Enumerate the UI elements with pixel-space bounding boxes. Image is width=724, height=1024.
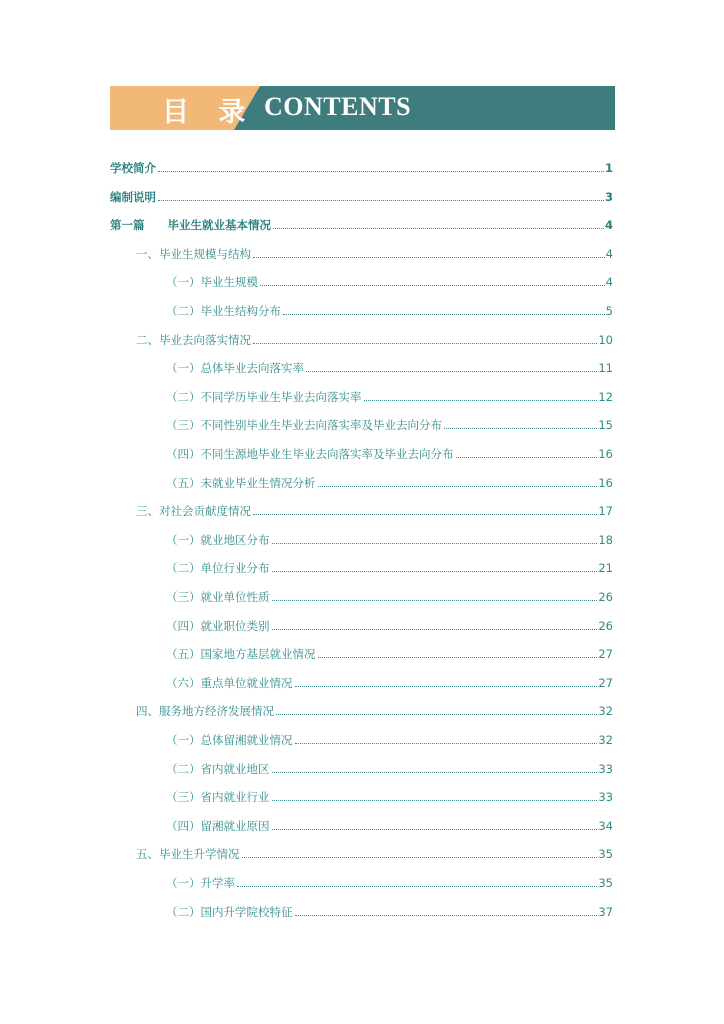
toc-entry[interactable] (136, 333, 613, 347)
toc-entry-label: （一）毕业生规模 (166, 275, 258, 289)
toc-entry[interactable] (166, 476, 613, 490)
dot-leader (272, 571, 598, 572)
toc-entry[interactable] (166, 304, 613, 318)
toc-entry[interactable] (136, 504, 613, 518)
contents-banner (110, 86, 615, 130)
dot-leader (253, 257, 605, 258)
toc-entry-page-number: 35 (598, 876, 613, 890)
toc-entry-label: （四）就业职位类别 (166, 619, 270, 633)
toc-entry[interactable] (166, 275, 613, 289)
toc-entry-page-number: 18 (598, 533, 613, 547)
toc-entry[interactable] (166, 418, 613, 432)
toc-entry-page-number: 26 (598, 590, 613, 604)
toc-entry-label: 三、对社会贡献度情况 (136, 504, 251, 518)
dot-leader (456, 457, 598, 458)
toc-entry-label: （一）总体毕业去向落实率 (166, 361, 304, 375)
dot-leader (260, 285, 605, 286)
toc-entry-page-number: 4 (604, 218, 613, 232)
dot-leader (272, 800, 598, 801)
toc-entry-page-number: 12 (598, 390, 613, 404)
toc-entry[interactable] (166, 733, 613, 747)
toc-entry-label: 一、毕业生规模与结构 (136, 247, 251, 261)
toc-entry[interactable] (166, 619, 613, 633)
toc-entry-label: （六）重点单位就业情况 (166, 676, 293, 690)
toc-entry-page-number: 27 (598, 647, 613, 661)
toc-entry-label: （二）毕业生结构分布 (166, 304, 281, 318)
toc-entry-page-number: 37 (598, 905, 613, 919)
dot-leader (253, 343, 597, 344)
toc-entry[interactable] (166, 905, 613, 919)
dot-leader (272, 772, 598, 773)
toc-entry[interactable] (166, 533, 613, 547)
toc-entry-label: （一）就业地区分布 (166, 533, 270, 547)
toc-entry[interactable] (110, 218, 613, 232)
toc-entry-label: （一）总体留湘就业情况 (166, 733, 293, 747)
toc-entry-page-number: 33 (598, 790, 613, 804)
toc-entry[interactable] (166, 647, 613, 661)
toc-entry[interactable] (136, 247, 613, 261)
toc-entry-page-number: 4 (605, 247, 613, 261)
toc-entry-page-number: 16 (598, 476, 613, 490)
dot-leader (318, 486, 598, 487)
dot-leader (444, 428, 597, 429)
toc-entry[interactable] (166, 790, 613, 804)
toc-entry-label: （三）就业单位性质 (166, 590, 270, 604)
toc-entry[interactable] (166, 361, 613, 375)
dot-leader (237, 886, 597, 887)
toc-entry-page-number: 32 (598, 704, 613, 718)
toc-entry-page-number: 15 (598, 418, 613, 432)
toc-entry-label: （三）省内就业行业 (166, 790, 270, 804)
contents-title-en: CONTENTS (264, 92, 412, 121)
dot-leader (158, 171, 604, 172)
dot-leader (306, 371, 597, 372)
toc-entry-label: （五）国家地方基层就业情况 (166, 647, 316, 661)
dot-leader (273, 228, 604, 229)
dot-leader (158, 200, 604, 201)
toc-entry-page-number: 26 (598, 619, 613, 633)
toc-entry-label: （二）国内升学院校特征 (166, 905, 293, 919)
toc-entry[interactable] (166, 390, 613, 404)
dot-leader (295, 686, 598, 687)
toc-entry-label: 二、毕业去向落实情况 (136, 333, 251, 347)
toc-entry[interactable] (136, 847, 613, 861)
toc-entry[interactable] (110, 161, 613, 175)
toc-entry[interactable] (166, 676, 613, 690)
dot-leader (242, 857, 598, 858)
toc-entry-label: （二）不同学历毕业生毕业去向落实率 (166, 390, 362, 404)
toc-entry-label: （四）不同生源地毕业生毕业去向落实率及毕业去向分布 (166, 447, 454, 461)
toc-entry-label: 编制说明 (110, 190, 156, 204)
toc-entry[interactable] (136, 704, 613, 718)
toc-entry[interactable] (166, 590, 613, 604)
dot-leader (272, 829, 598, 830)
toc-entry-page-number: 1 (604, 161, 613, 175)
toc-entry-page-number: 3 (604, 190, 613, 204)
dot-leader (253, 514, 597, 515)
dot-leader (295, 743, 598, 744)
toc-entry-page-number: 32 (598, 733, 613, 747)
dot-leader (318, 657, 598, 658)
toc-entry-page-number: 5 (605, 304, 613, 318)
toc-entry-label: 五、毕业生升学情况 (136, 847, 240, 861)
toc-entry[interactable] (166, 876, 613, 890)
toc-entry-label: （二）单位行业分布 (166, 561, 270, 575)
contents-title-cn: 目 录 (162, 97, 256, 128)
toc-entry-page-number: 21 (598, 561, 613, 575)
dot-leader (364, 400, 598, 401)
toc-entry[interactable] (166, 762, 613, 776)
toc-entry-page-number: 4 (605, 275, 613, 289)
toc-entry-label: 学校简介 (110, 161, 156, 175)
toc-entry[interactable] (166, 447, 613, 461)
toc-entry-page-number: 16 (598, 447, 613, 461)
dot-leader (272, 629, 598, 630)
toc-entry-label: （五）未就业毕业生情况分析 (166, 476, 316, 490)
dot-leader (272, 543, 598, 544)
toc-entry-label: 第一篇 毕业生就业基本情况 (110, 218, 271, 232)
toc-entry-label: （一）升学率 (166, 876, 235, 890)
toc-entry-page-number: 34 (598, 819, 613, 833)
toc-entry-page-number: 11 (598, 361, 613, 375)
toc-entry-page-number: 10 (598, 333, 613, 347)
dot-leader (276, 714, 597, 715)
toc-entry-page-number: 17 (598, 504, 613, 518)
toc-entry[interactable] (110, 190, 613, 204)
toc-entry-label: 四、服务地方经济发展情况 (136, 704, 274, 718)
dot-leader (272, 600, 598, 601)
toc-entry-page-number: 33 (598, 762, 613, 776)
dot-leader (295, 915, 598, 916)
dot-leader (283, 314, 605, 315)
toc-entry-label: （四）留湘就业原因 (166, 819, 270, 833)
toc-entry[interactable] (166, 561, 613, 575)
toc-entry-label: （二）省内就业地区 (166, 762, 270, 776)
toc-entry-label: （三）不同性别毕业生毕业去向落实率及毕业去向分布 (166, 418, 442, 432)
toc-entry-page-number: 35 (598, 847, 613, 861)
toc-entry[interactable] (166, 819, 613, 833)
toc-entry-page-number: 27 (598, 676, 613, 690)
